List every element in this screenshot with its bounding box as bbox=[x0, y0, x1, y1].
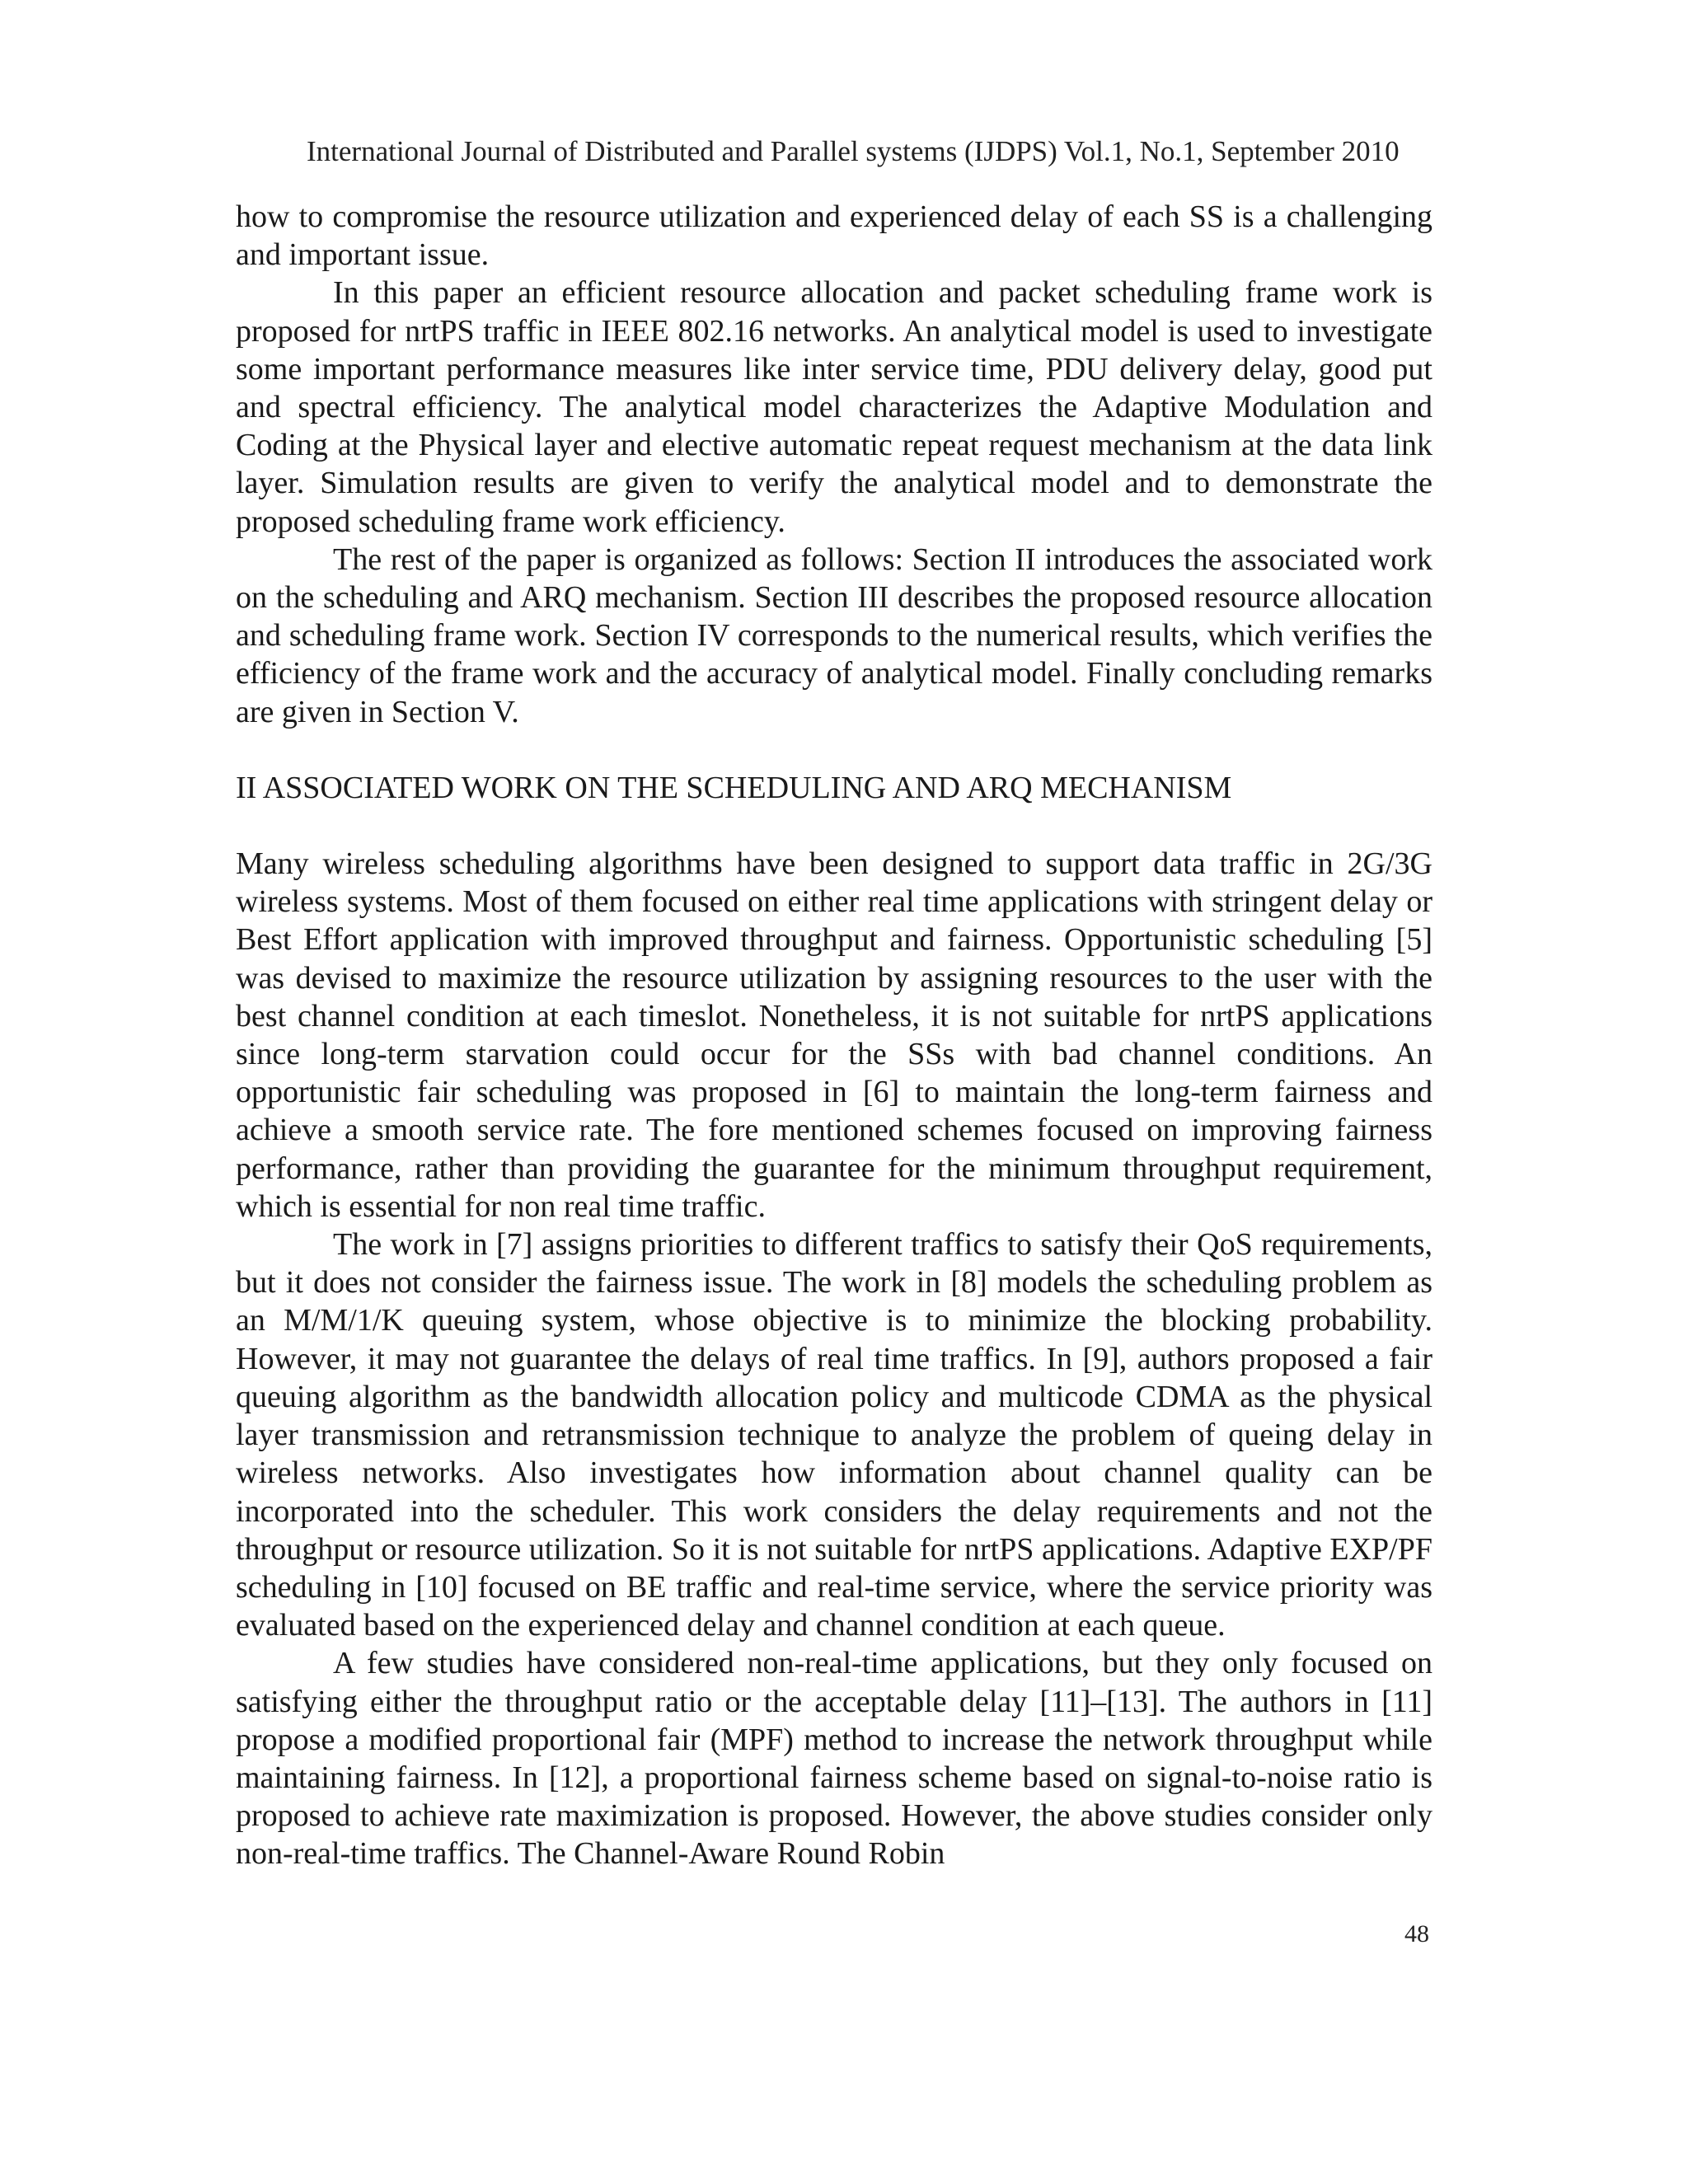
page-number: 48 bbox=[1404, 1920, 1429, 1947]
section-heading: II ASSOCIATED WORK ON THE SCHEDULING AND ARQ MECHANISM bbox=[236, 770, 1232, 805]
paragraph: In this paper an efficient resource allocation and packet scheduling frame work is proposed for nrtPS traffic in IEEE 802.16 networks. An analytical model is used to investigate some important performance measures like inter service time, PDU delivery delay, good put and spectral efficiency. The analytical model characterizes the Adaptive Modulation and Coding at the Physical layer and elective automatic repeat request mechanism at the data link layer. Simulation results are given to verify the analytical model and to demonstrate the proposed scheduling frame work efficiency. bbox=[236, 275, 1432, 539]
paragraph: how to compromise the resource utilization and experienced delay of each SS is a challenging and important issue. bbox=[236, 199, 1432, 273]
article-body bbox=[236, 198, 1432, 1873]
running-header: International Journal of Distributed and Parallel systems (IJDPS) Vol.1, No.1, September 2010 bbox=[307, 135, 1400, 167]
paragraph: The rest of the paper is organized as follows: Section II introduces the associated work on the scheduling and ARQ mechanism. Section III describes the proposed resource allocation and scheduling frame work. Section IV corresponds to the numerical results, which verifies the efficiency of the frame work and the accuracy of analytical model. Finally concluding remarks are given in Section V. bbox=[236, 541, 1432, 729]
paragraph: A few studies have considered non-real-time applications, but they only focused on satisfying either the throughput ratio or the acceptable delay [11]–[13]. The authors in [11] propose a modified proportional fair (MPF) method to increase the network throughput while maintaining fairness. In [12], a proportional fairness scheme based on signal-to-noise ratio is proposed to achieve rate maximization is proposed. However, the above studies consider only non-real-time traffics. The Channel-Aware Round Robin bbox=[236, 1646, 1432, 1872]
paragraph: The work in [7] assigns priorities to different traffics to satisfy their QoS requirements, but it does not consider the fairness issue. The work in [8] models the scheduling problem as an M/M/1/K queuing system, whose objective is to minimize the blocking probability. However, it may not guarantee the delays of real time traffics. In [9], authors proposed a fair queuing algorithm as the bandwidth allocation policy and multicode CDMA as the physical layer transmission and retransmission technique to analyze the problem of queing delay in wireless networks. Also investigates how information about channel quality can be incorporated into the scheduler. This work considers the delay requirements and not the throughput or resource utilization. So it is not suitable for nrtPS applications. Adaptive EXP/PF scheduling in [10] focused on BE traffic and real-time service, where the service priority was evaluated based on the experienced delay and channel condition at each queue. bbox=[236, 1227, 1432, 1643]
paragraph: Many wireless scheduling algorithms have been designed to support data traffic in 2G/3G wireless systems. Most of them focused on either real time applications with stringent delay or Best Effort application with improved throughput and fairness. Opportunistic scheduling [5] was devised to maximize the resource utilization by assigning resources to the user with the best channel condition at each timeslot. Nonetheless, it is not suitable for nrtPS applications since long-term starvation could occur for the SSs with bad channel conditions. An opportunistic fair scheduling was proposed in [6] to maintain the long-term fairness and achieve a smooth service rate. The fore mentioned schemes focused on improving fairness performance, rather than providing the guarantee for the minimum throughput requirement, which is essential for non real time traffic. bbox=[236, 846, 1432, 1224]
